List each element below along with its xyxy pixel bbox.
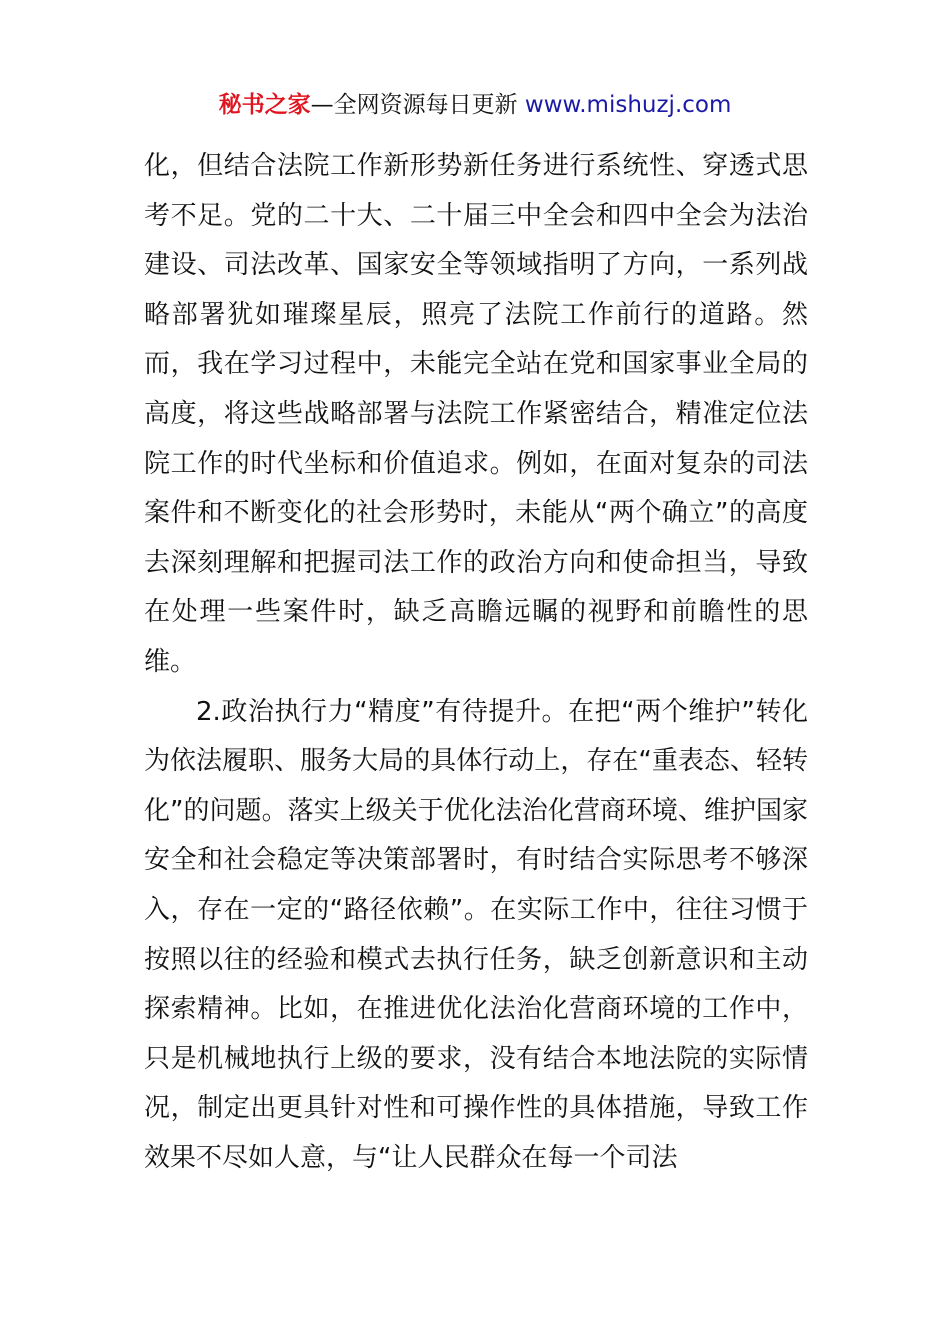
document-body: [144, 142, 808, 1183]
site-tagline: —全网资源每日更新: [310, 92, 525, 118]
site-header: [0, 88, 950, 122]
paragraph-continuation: 化，但结合法院工作新形势新任务进行系统性、穿透式思考不足。党的二十大、二十届三中全会和四中全会为法治建设、司法改革、国家安全等领域指明了方向，一系列战略部署犹如璀璨星辰，照亮了法院工作前行的道路。然而，我在学习过程中，未能完全站在党和国家事业全局的高度，将这些战略部署与法院工作紧密结合，精准定位法院工作的时代坐标和价值追求。例如，在面对复杂的司法案件和不断变化的社会形势时，未能从“两个确立”的高度去深刻理解和把握司法工作的政治方向和使命担当，导致在处理一些案件时，缺乏高瞻远瞩的视野和前瞻性的思维。: [144, 151, 808, 677]
paragraph-political-execution: 2.政治执行力“精度”有待提升。在把“两个维护”转化为依法履职、服务大局的具体行动上，存在“重表态、轻转化”的问题。落实上级关于优化法治化营商环境、维护国家安全和社会稳定等决策部署时，有时结合实际思考不够深入，存在一定的“路径依赖”。在实际工作中，往往习惯于按照以往的经验和模式去执行任务，缺乏创新意识和主动探索精神。比如，在推进优化法治化营商环境的工作中，只是机械地执行上级的要求，没有结合本地法院的实际情况，制定出更具针对性和可操作性的具体措施，导致工作效果不尽如人意，与“让人民群众在每一个司法: [144, 696, 808, 1173]
site-url-link[interactable]: www.mishuzj.com: [524, 92, 732, 118]
site-brand: 秘书之家: [218, 92, 311, 118]
